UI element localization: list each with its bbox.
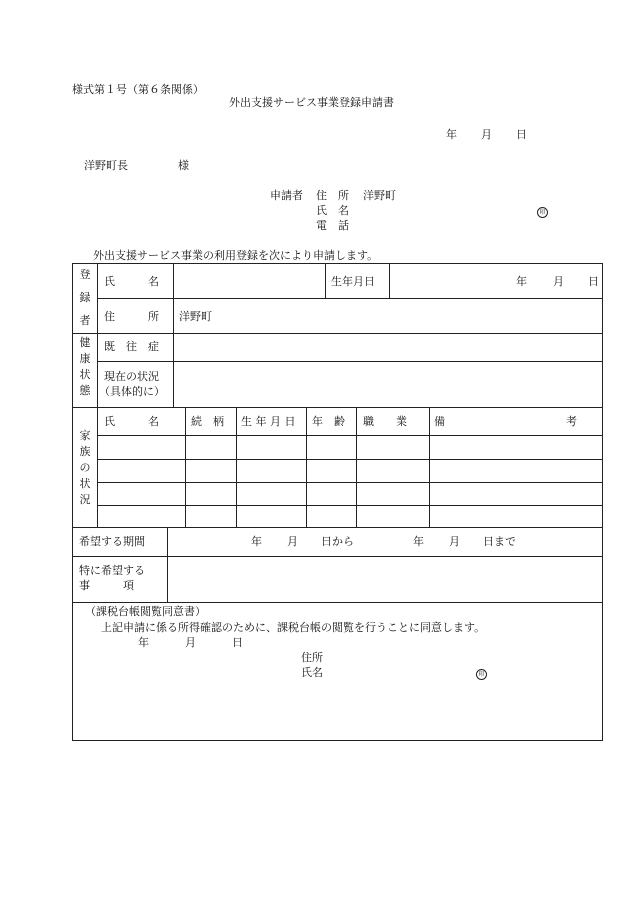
consent-address-label: 住所 <box>301 651 323 664</box>
registrant-name-label: 氏 名 <box>104 275 159 288</box>
applicant-address-value: 洋野町 <box>363 189 396 202</box>
birth-day: 日 <box>588 275 599 288</box>
consent-seal-icon: 印 <box>476 667 487 680</box>
period-month-1: 月 <box>287 535 298 548</box>
period-year-2: 年 <box>413 535 424 548</box>
date-day: 日 <box>516 128 527 141</box>
addressee-honorific: 様 <box>178 159 189 172</box>
family-header-remarks: 備 考 <box>434 415 577 428</box>
period-until: 日まで <box>483 535 516 548</box>
birth-month: 月 <box>553 275 564 288</box>
registrant-section-label: 登 録 者 <box>79 268 91 327</box>
intro-text: 外出支援サービス事業の利用登録を次により申請します。 <box>93 249 379 262</box>
applicant-address-label: 住 所 <box>316 189 349 202</box>
consent-date-year: 年 <box>138 636 149 649</box>
desired-period-label: 希望する期間 <box>79 535 145 548</box>
family-header-name: 氏 名 <box>104 415 159 428</box>
medical-history-label: 既 往 症 <box>104 340 159 353</box>
applicant-phone-label: 電 話 <box>316 219 349 232</box>
special-request-label-2: 事 項 <box>79 579 134 592</box>
date-year: 年 <box>446 128 457 141</box>
family-header-birthdate: 生 年 月 日 <box>241 415 296 428</box>
family-section-label: 家 族 の 状 況 <box>79 429 91 506</box>
applicant-name-label: 氏 名 <box>316 204 349 217</box>
applicant-label: 申請者 <box>270 189 303 202</box>
special-request-label: 特に希望する <box>79 564 145 577</box>
consent-text: 上記申請に係る所得確認のために、課税台帳の閲覧を行うことに同意します。 <box>101 621 486 634</box>
form-number: 様式第１号（第６条関係） <box>72 83 204 96</box>
birthdate-label: 生年月日 <box>331 275 375 288</box>
health-section-label: 健 康 状 態 <box>79 336 91 397</box>
period-year-1: 年 <box>251 535 262 548</box>
form-title: 外出支援サービス事業登録申請書 <box>229 96 394 109</box>
current-condition-label-detail: （具体的に） <box>99 385 165 398</box>
family-header-occupation: 職 業 <box>363 415 407 428</box>
family-header-relation: 続 柄 <box>191 415 224 428</box>
registrant-address-value: 洋野町 <box>179 310 212 323</box>
date-month: 月 <box>481 128 492 141</box>
current-condition-label: 現在の状況 <box>104 370 159 383</box>
consent-title: （課税台帳閲覧同意書） <box>85 605 206 618</box>
period-month-2: 月 <box>449 535 460 548</box>
period-from: 日から <box>321 535 354 548</box>
consent-name-label: 氏名 <box>301 666 323 679</box>
family-header-age: 年 齢 <box>312 415 345 428</box>
seal-icon: 印 <box>537 205 548 218</box>
application-table <box>72 263 603 741</box>
birth-year: 年 <box>516 275 527 288</box>
addressee: 洋野町長 <box>84 159 128 172</box>
registrant-address-label: 住 所 <box>104 310 159 323</box>
consent-date-month: 月 <box>185 636 196 649</box>
consent-date-day: 日 <box>232 636 243 649</box>
